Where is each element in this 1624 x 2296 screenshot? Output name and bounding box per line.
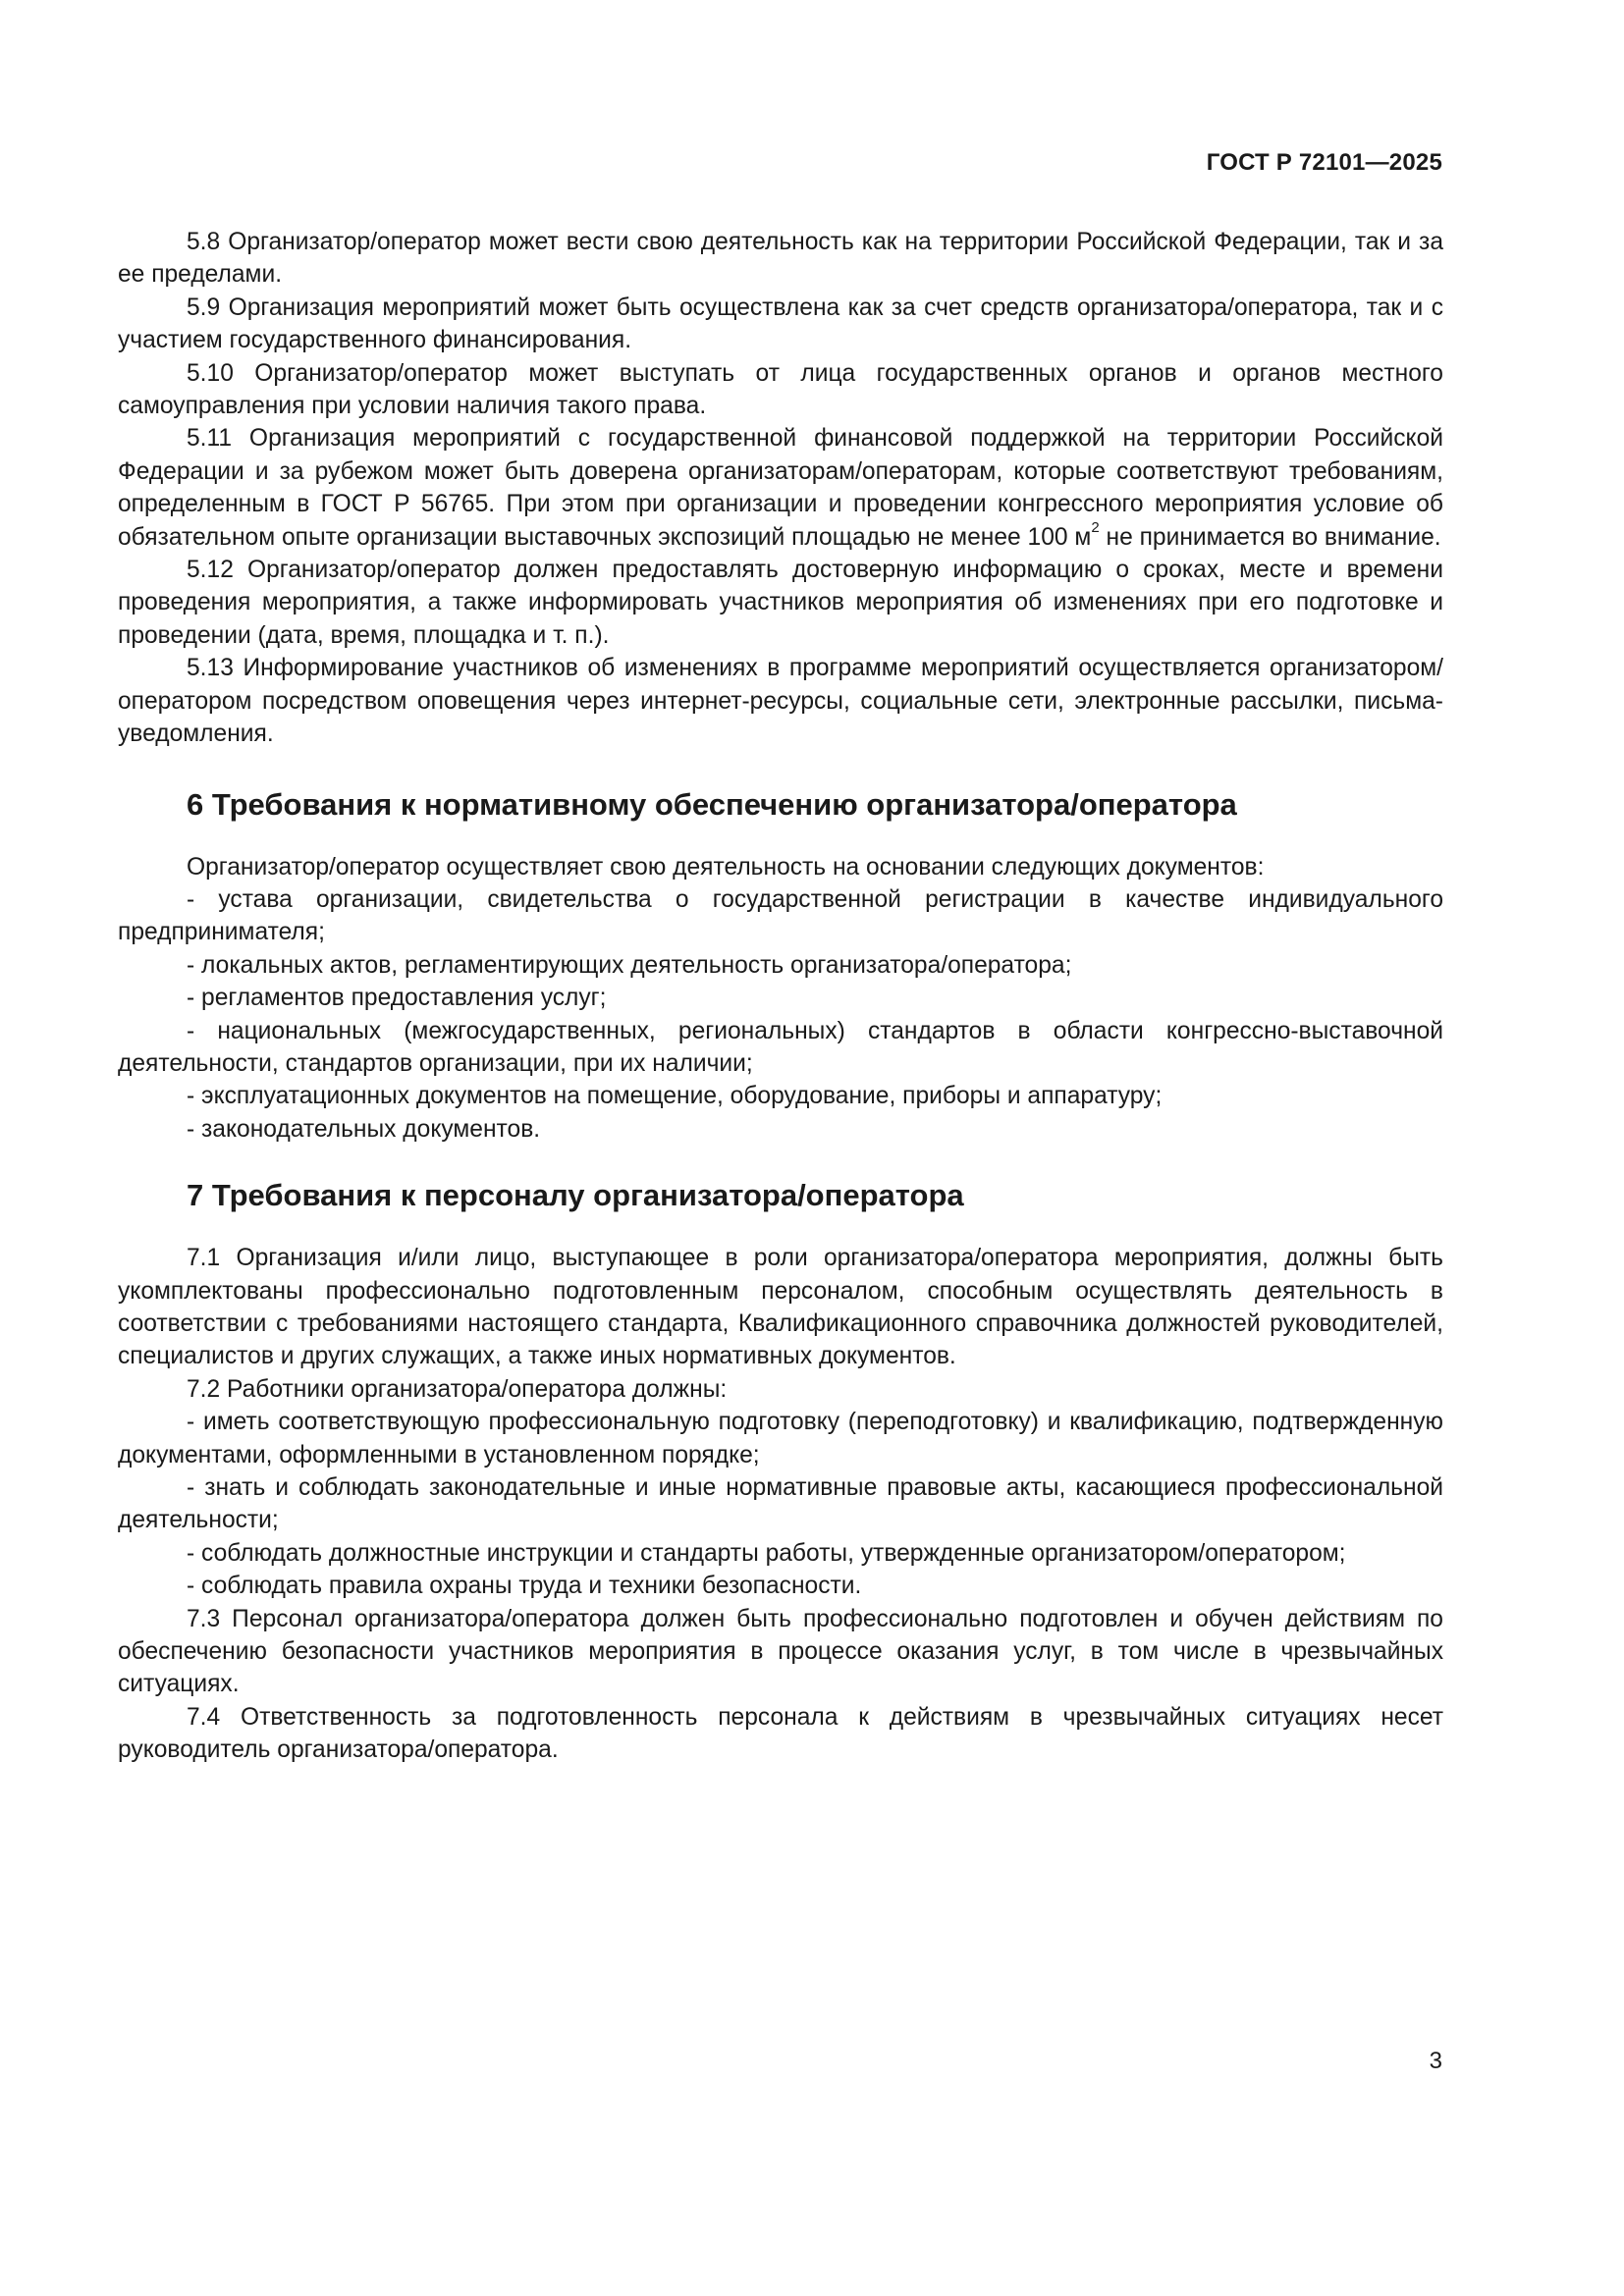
section-6-list-item bbox=[118, 883, 1443, 949]
paragraph-5-13-text: 5.13 Информирование участников об изменениях в программе мероприятий осуществляется организатором/оператором посредством оповещения через интернет-ресурсы, социальные сети, электронные рассылки, письма-уведомления. bbox=[118, 655, 1443, 748]
paragraph-7-3 bbox=[118, 1603, 1443, 1701]
paragraph-5-10-text: 5.10 Организатор/оператор может выступать от лица государственных органов и органов местного самоуправления при условии наличия такого права. bbox=[118, 359, 1443, 420]
section-6-list-item-text: - законодательных документов. bbox=[187, 1115, 541, 1143]
section-7-list-item-text: - соблюдать должностные инструкции и стандарты работы, утвержденные организатором/оператором; bbox=[187, 1539, 1346, 1567]
paragraph-5-10 bbox=[118, 357, 1443, 423]
paragraph-7-4-text: 7.4 Ответственность за подготовленность персонала к действиям в чрезвычайных ситуациях несет руководитель организатора/оператора. bbox=[118, 1703, 1443, 1764]
section-6-intro-text: Организатор/оператор осуществляет свою деятельность на основании следующих документов: bbox=[187, 853, 1265, 881]
section-6-list-item-text: - локальных актов, регламентирующих деятельность организатора/оператора; bbox=[187, 951, 1072, 979]
page-content bbox=[118, 226, 1443, 1767]
paragraph-7-3-text: 7.3 Персонал организатора/оператора должен быть профессионально подготовлен и обучен действиям по обеспечению безопасности участников мероприятия в процессе оказания услуг, в том числе в чрезвычайных ситуациях. bbox=[118, 1605, 1443, 1698]
section-7-list-item bbox=[118, 1570, 1443, 1602]
section-7-list-item-text: - соблюдать правила охраны труда и техники безопасности. bbox=[187, 1573, 862, 1600]
section-7-list-item bbox=[118, 1537, 1443, 1570]
section-6-list-item bbox=[118, 949, 1443, 982]
section-7-list-item-text: - иметь соответствующую профессиональную подготовку (переподготовку) и квалификацию, подтвержденную документами, оформленными в установленном порядке; bbox=[118, 1409, 1443, 1468]
document-code-header: ГОСТ Р 72101—2025 bbox=[1206, 149, 1442, 176]
page-number: 3 bbox=[1429, 2048, 1442, 2074]
paragraph-7-2 bbox=[118, 1373, 1443, 1406]
section-6-list-item-text: - устава организации, свидетельства о государственной регистрации в качестве индивидуального предпринимателя; bbox=[118, 885, 1443, 946]
paragraph-7-1 bbox=[118, 1242, 1443, 1373]
paragraph-7-1-text: 7.1 Организация и/или лицо, выступающее в роли организатора/оператора мероприятия, должны быть укомплектованы профессионально подготовленным персоналом, способным осуществлять деятельность в соответствии с требованиями настоящего стандарта, Квалификационного справочника должностей руководителей, специалистов и других служащих, а также иных нормативных документов. bbox=[118, 1245, 1443, 1370]
section-7-list-item-text: - знать и соблюдать законодательные и иные нормативные правовые акты, касающиеся профессиональной деятельности; bbox=[118, 1474, 1443, 1534]
section-7-list-item bbox=[118, 1471, 1443, 1537]
superscript-squared: 2 bbox=[1091, 519, 1100, 537]
paragraph-5-8-text: 5.8 Организатор/оператор может вести свою деятельность как на территории Российской Федерации, так и за ее пределами. bbox=[118, 229, 1443, 289]
section-7-heading: 7 Требования к персоналу организатора/оператора bbox=[187, 1178, 964, 1213]
section-6-list-item bbox=[118, 1015, 1443, 1081]
paragraph-5-9 bbox=[118, 292, 1443, 357]
paragraph-7-2-text: 7.2 Работники организатора/оператора должны: bbox=[187, 1375, 728, 1403]
section-6-heading: 6 Требования к нормативному обеспечению организатора/оператора bbox=[187, 786, 1237, 822]
paragraph-5-11-text: 5.11 Организация мероприятий с государственной финансовой поддержкой на территории Российской Федерации и за рубежом может быть доверена организаторам/операторам, которые соответствуют требованиям, определенным в ГОСТ Р 56765. При этом при организации и проведении конгрессного мероприятия условие об обязательном опыте организации выставочных экспозиций площадью не менее 100 м bbox=[118, 425, 1443, 551]
paragraph-5-11-text-end: не принимается во внимание. bbox=[1099, 523, 1441, 551]
section-6-list-item-text: - эксплуатационных документов на помещение, оборудование, приборы и аппаратуру; bbox=[187, 1083, 1163, 1110]
paragraph-5-12-text: 5.12 Организатор/оператор должен предоставлять достоверную информацию о сроках, месте и времени проведения мероприятия, а также информировать участников мероприятия об изменениях при его подготовке и проведении (дата, время, площадка и т. п.). bbox=[118, 557, 1443, 649]
paragraph-5-8 bbox=[118, 226, 1443, 292]
section-6-list-item bbox=[118, 1113, 1443, 1146]
paragraph-5-13 bbox=[118, 652, 1443, 750]
paragraph-7-4 bbox=[118, 1701, 1443, 1767]
section-6-list-item bbox=[118, 1080, 1443, 1112]
section-6-intro bbox=[118, 851, 1443, 883]
section-6-list-item-text: - национальных (межгосударственных, региональных) стандартов в области конгрессно-выставочной деятельности, стандартов организации, при их наличии; bbox=[118, 1017, 1443, 1077]
section-6-list-item bbox=[118, 982, 1443, 1014]
paragraph-5-11 bbox=[118, 422, 1443, 554]
section-6-list-item-text: - регламентов предоставления услуг; bbox=[187, 985, 607, 1012]
section-7-list-item bbox=[118, 1406, 1443, 1471]
paragraph-5-9-text: 5.9 Организация мероприятий может быть осуществлена как за счет средств организатора/оператора, так и с участием государственного финансирования. bbox=[118, 294, 1443, 354]
paragraph-5-12 bbox=[118, 554, 1443, 652]
